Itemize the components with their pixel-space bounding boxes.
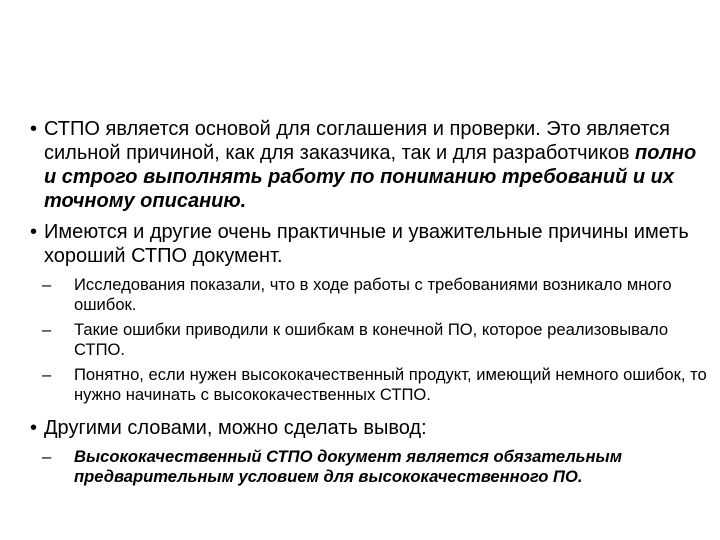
bullet-item-1-text: [44, 117, 710, 213]
bullet-item-1: [30, 117, 710, 213]
sub-item-2-3-text: Понятно, если нужен высококачественный продукт, имеющий немного ошибок, то нужно начинать с высококачественных СТПО.: [74, 365, 707, 404]
sub-bullet-marker: –: [42, 275, 52, 294]
bullet-marker: •: [30, 118, 38, 140]
sub-item-2-1: [30, 275, 710, 314]
bullet-marker: •: [30, 417, 38, 439]
sub-item-2-2: [30, 320, 710, 359]
sub-bullet-marker: –: [42, 320, 52, 339]
sub-item-2-1-text: Исследования показали, что в ходе работы с требованиями возникало много ошибок.: [74, 275, 672, 314]
sub-bullet-marker: –: [42, 447, 52, 466]
sub-item-2-2-text: Такие ошибки приводили к ошибкам в конечной ПО, которое реализовывало СТПО.: [74, 320, 669, 359]
bullet-item-1-plain: СТПО является основой для соглашения и проверки. Это является сильной причиной, как для заказчика, так и для разработчиков: [44, 118, 670, 164]
sub-item-2-3: [30, 365, 710, 404]
bullet-item-3: [30, 416, 710, 440]
bullet-item-3-text: Другими словами, можно сделать вывод:: [44, 417, 427, 439]
sub-item-3-1-text: Высококачественный СТПО документ является обязательным предварительным условием для высококачественного ПО.: [74, 447, 622, 486]
bullet-item-2: [30, 220, 710, 268]
bullet-item-1-emphasis: полно и строго выполнять работу по пониманию требований и их точному описанию.: [44, 142, 697, 212]
bullet-list: [30, 117, 710, 486]
sub-bullet-marker: –: [42, 365, 52, 384]
bullet-marker: •: [30, 221, 38, 243]
sub-item-3-1: [30, 447, 710, 486]
bullet-item-2-text: Имеются и другие очень практичные и уважительные причины иметь хороший СТПО документ.: [44, 221, 689, 267]
